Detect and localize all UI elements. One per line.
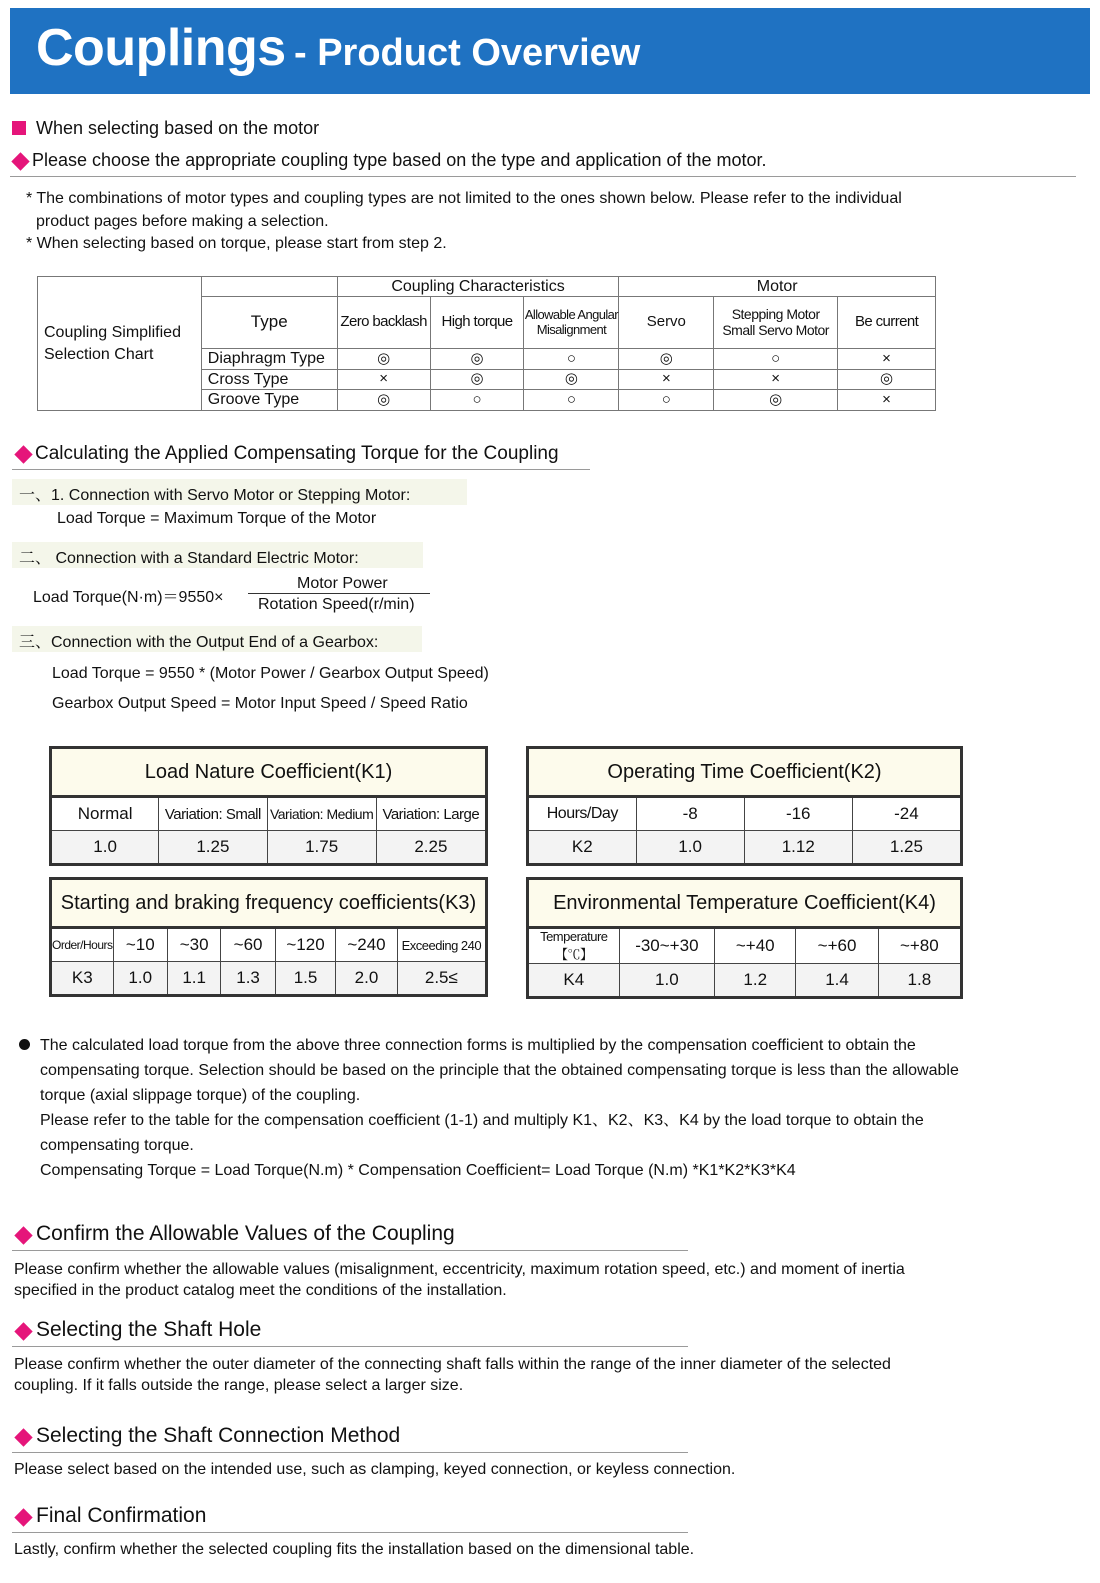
symbol-cell: × [838, 390, 936, 411]
torque-heading: Calculating the Applied Compensating Torque for the Coupling [35, 443, 559, 464]
k3-value: 1.5 [275, 962, 335, 996]
diamond-bullet-icon [11, 152, 29, 170]
k2-header: -8 [636, 797, 744, 831]
step2-label: 二、 Connection with a Standard Electric Motor: [19, 550, 359, 567]
k4-table [526, 877, 963, 999]
step1-label: 一、1. Connection with Servo Motor or Stepping Motor: [19, 487, 411, 504]
note-line: * When selecting based on torque, please start from step 2. [26, 235, 447, 252]
k2-header: Hours/Day [528, 797, 637, 831]
step1-formula: Load Torque = Maximum Torque of the Motor [57, 510, 377, 527]
k2-value: 1.12 [744, 831, 852, 865]
shaft-hole-text: coupling. If it falls outside the range, please select a larger size. [14, 1377, 464, 1394]
shaft-hole-text: Please confirm whether the outer diameter of the connecting shaft falls within the range of the inner diameter of the selected [14, 1356, 891, 1373]
divider [12, 1532, 688, 1533]
k4-value: 1.4 [796, 964, 878, 998]
note-line: compensating torque. Selection should be based on the principle that the obtained compensating torque is less than the allowable [40, 1062, 959, 1079]
divider [12, 1346, 688, 1347]
section-heading-motor: When selecting based on the motor [36, 118, 320, 138]
symbol-cell: × [619, 370, 714, 390]
symbol-cell: × [337, 370, 430, 390]
diamond-bullet-icon [14, 1226, 32, 1244]
col-type-header: Type [201, 297, 337, 349]
corner-label-line: Coupling Simplified [44, 323, 181, 341]
k2-value: 1.0 [636, 831, 744, 865]
k1-header: Variation: Small [159, 797, 267, 831]
col-header: High torque [430, 297, 524, 349]
fraction-denominator: Rotation Speed(r/min) [258, 596, 415, 613]
k1-header: Variation: Medium [267, 797, 376, 831]
note-line: Please refer to the table for the compensation coefficient (1-1) and multiply K1、K2、K3、K4 by the load torque to obtain the [40, 1112, 924, 1129]
symbol-cell: ○ [524, 349, 619, 370]
bullet-dot-icon [19, 1039, 30, 1050]
k4-header: ~+40 [715, 928, 796, 964]
k3-header: ~10 [113, 928, 167, 962]
step3-label: 三、Connection with the Output End of a Gearbox: [19, 634, 379, 651]
col-header: Zero backlash [337, 297, 430, 349]
allowable-heading: Confirm the Allowable Values of the Coupling [36, 1222, 455, 1245]
final-text: Lastly, confirm whether the selected coupling fits the installation based on the dimensional table. [14, 1541, 695, 1558]
symbol-cell: ○ [430, 390, 524, 411]
k4-header: -30~+30 [619, 928, 714, 964]
note-line: compensating torque. [40, 1137, 194, 1154]
page-subtitle: - Product Overview [294, 32, 641, 74]
k3-table [49, 877, 488, 997]
k3-value: 1.0 [113, 962, 167, 996]
k1-value: 1.75 [267, 831, 376, 865]
k1-header: Variation: Large [376, 797, 486, 831]
square-bullet-icon [12, 121, 26, 135]
k3-header: Exceeding 240 [397, 928, 486, 962]
chart-corner-label [38, 277, 202, 411]
note-line: Compensating Torque = Load Torque(N.m) * Compensation Coefficient= Load Torque (N.m) *K1*K2*K3*K4 [40, 1162, 796, 1179]
step3-formula: Load Torque = 9550 * (Motor Power / Gearbox Output Speed) [52, 665, 489, 682]
k4-value: 1.2 [715, 964, 796, 998]
step3-formula: Gearbox Output Speed = Motor Input Speed / Speed Ratio [52, 695, 468, 712]
diamond-bullet-icon [14, 1508, 32, 1526]
blank-cell [201, 277, 337, 297]
allowable-text: specified in the product catalog meet the conditions of the installation. [14, 1282, 507, 1299]
note-line: The calculated load torque from the above three connection forms is multiplied by the compensation coefficient to obtain the [40, 1037, 916, 1054]
row-type: Groove Type [201, 390, 337, 411]
k4-value: 1.0 [619, 964, 714, 998]
symbol-cell: ○ [619, 390, 714, 411]
title-banner [10, 8, 1090, 94]
final-heading: Final Confirmation [36, 1504, 207, 1527]
k3-value: 2.0 [336, 962, 397, 996]
k3-header: ~240 [336, 928, 397, 962]
k3-value: K3 [51, 962, 114, 996]
motor-subheading: Please choose the appropriate coupling type based on the type and application of the motor. [32, 150, 767, 170]
k3-header: ~60 [221, 928, 275, 962]
k4-header: Temperature【℃】 [528, 928, 620, 964]
divider [12, 1452, 688, 1453]
corner-label-line: Selection Chart [44, 345, 154, 363]
symbol-cell: ◎ [430, 370, 524, 390]
symbol-cell: ◎ [524, 370, 619, 390]
group-characteristics: Coupling Characteristics [337, 277, 619, 297]
connection-text: Please select based on the intended use, such as clamping, keyed connection, or keyless connection. [14, 1461, 736, 1478]
col-header: Allowable Angular Misalignment [524, 297, 619, 349]
k4-header: ~+60 [796, 928, 878, 964]
note-line: product pages before making a selection. [36, 213, 329, 230]
k2-value: K2 [528, 831, 637, 865]
col-header: Servo [619, 297, 714, 349]
k3-value: 2.5≤ [397, 962, 486, 996]
symbol-cell: ◎ [430, 349, 524, 370]
k1-value: 1.25 [159, 831, 267, 865]
fraction-numerator: Motor Power [297, 575, 388, 592]
shaft-hole-heading: Selecting the Shaft Hole [36, 1318, 262, 1341]
symbol-cell: × [838, 349, 936, 370]
k1-title: Load Nature Coefficient(K1) [51, 748, 487, 797]
row-type: Cross Type [201, 370, 337, 390]
page-title: Couplings [36, 19, 286, 77]
k2-header: -16 [744, 797, 852, 831]
note-line: * The combinations of motor types and coupling types are not limited to the ones shown below. Please refer to the individual [26, 190, 902, 207]
k3-header: Order/Hours [51, 928, 114, 962]
k3-header: ~120 [275, 928, 335, 962]
symbol-cell: ○ [714, 349, 838, 370]
k1-value: 2.25 [376, 831, 486, 865]
group-motor: Motor [619, 277, 936, 297]
symbol-cell: ○ [524, 390, 619, 411]
k2-value: 1.25 [852, 831, 961, 865]
compensation-note [40, 1033, 1090, 1183]
k1-table [49, 746, 488, 866]
k2-title: Operating Time Coefficient(K2) [528, 748, 962, 797]
connection-heading: Selecting the Shaft Connection Method [36, 1424, 401, 1447]
k1-value: 1.0 [51, 831, 159, 865]
row-type: Diaphragm Type [201, 349, 337, 370]
k2-table [526, 746, 963, 866]
k1-header: Normal [51, 797, 159, 831]
symbol-cell: ◎ [337, 390, 430, 411]
diamond-bullet-icon [14, 1322, 32, 1340]
k3-title: Starting and braking frequency coefficients(K3) [51, 879, 487, 928]
divider [10, 176, 1076, 177]
divider [12, 469, 590, 470]
k2-header: -24 [852, 797, 961, 831]
step2-formula-prefix: Load Torque(N·m)＝9550× [33, 589, 224, 606]
symbol-cell: ◎ [619, 349, 714, 370]
k4-title: Environmental Temperature Coefficient(K4) [528, 879, 962, 928]
symbol-cell: ◎ [337, 349, 430, 370]
divider [12, 1250, 688, 1251]
symbol-cell: × [714, 370, 838, 390]
symbol-cell: ◎ [838, 370, 936, 390]
col-header: Be current [838, 297, 936, 349]
k3-value: 1.1 [167, 962, 220, 996]
symbol-cell: ◎ [714, 390, 838, 411]
k4-value: 1.8 [878, 964, 961, 998]
k3-header: ~30 [167, 928, 220, 962]
k4-header: ~+80 [878, 928, 961, 964]
col-header: Stepping Motor Small Servo Motor [714, 297, 838, 349]
k4-value: K4 [528, 964, 620, 998]
diamond-bullet-icon [14, 1428, 32, 1446]
k3-value: 1.3 [221, 962, 275, 996]
fraction-line [248, 593, 430, 594]
allowable-text: Please confirm whether the allowable values (misalignment, eccentricity, maximum rotation speed, etc.) and moment of inertia [14, 1261, 905, 1278]
diamond-bullet-icon [14, 445, 32, 463]
selection-chart-table [37, 276, 936, 411]
note-line: torque (axial slippage torque) of the coupling. [40, 1087, 361, 1104]
